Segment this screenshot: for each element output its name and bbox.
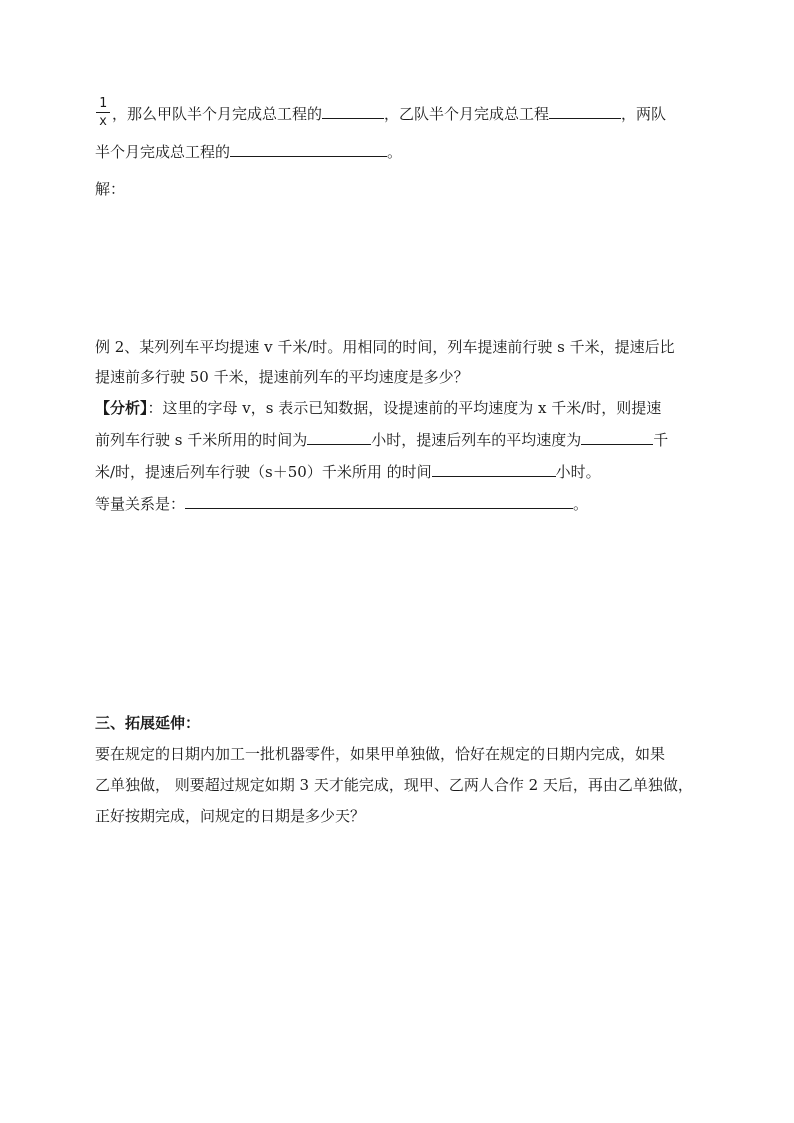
text-segment: ，乙队半个月完成总工程 <box>384 105 550 123</box>
solution-label: 解： <box>95 180 126 198</box>
fill-blank[interactable] <box>549 104 621 119</box>
analysis-line-3 <box>95 462 601 482</box>
fraction-one-over-x <box>96 96 110 129</box>
example-2-line-1: 例 2、某列列车平均提速 v 千米/时。用相同的时间，列车提速前行驶 s 千米，提速后比 <box>95 338 675 356</box>
text-segment: 小时，提速后列车的平均速度为 <box>371 431 582 449</box>
fraction-numerator: 1 <box>99 96 107 111</box>
text-segment: ，那么甲队半个月完成总工程的 <box>112 105 323 123</box>
section-3-title: 三、拓展延伸： <box>95 714 201 732</box>
section-3-line-1: 要在规定的日期内加工一批机器零件，如果甲单独做，恰好在规定的日期内完成，如果 <box>95 745 666 763</box>
analysis-line-2 <box>95 430 668 450</box>
analysis-label: 【分析】 <box>95 399 148 417</box>
example-2-line-2: 提速前多行驶 50 千米，提速前列车的平均速度是多少？ <box>95 368 469 386</box>
text-segment: 半个月完成总工程的 <box>95 143 231 161</box>
text-segment: 小时。 <box>555 463 601 481</box>
text-segment: 千 <box>653 431 669 449</box>
text-segment: 米/时，提速后列车行驶（s＋50）千米所用 的时间 <box>95 463 432 481</box>
text-segment: 前列车行驶 s 千米所用的时间为 <box>95 431 308 449</box>
section-3-line-3: 正好按期完成，问规定的日期是多少天？ <box>95 807 366 825</box>
fill-blank[interactable] <box>307 430 371 445</box>
fill-blank[interactable] <box>322 104 384 119</box>
fraction-denominator: x <box>99 114 107 129</box>
equality-relation-line <box>95 494 588 514</box>
text-segment: 。 <box>573 495 589 513</box>
fill-blank[interactable] <box>432 462 556 477</box>
text-segment: ：这里的字母 v，s 表示已知数据，设提速前的平均速度为 x 千米/时，则提速 <box>147 399 662 417</box>
fill-blank[interactable] <box>185 494 573 509</box>
paragraph-1-line-2 <box>95 142 402 162</box>
text-segment: 。 <box>387 143 403 161</box>
fraction-bar <box>96 112 110 113</box>
text-segment: ，两队 <box>621 105 667 123</box>
fill-blank[interactable] <box>230 142 387 157</box>
analysis-line-1 <box>95 398 661 418</box>
section-3-line-2: 乙单独做， 则要超过规定如期 3 天才能完成，现甲、乙两人合作 2 天后，再由乙单独做， <box>95 776 693 794</box>
paragraph-1-line-1 <box>112 104 666 124</box>
fill-blank[interactable] <box>581 430 653 445</box>
text-segment: 等量关系是： <box>95 495 186 513</box>
